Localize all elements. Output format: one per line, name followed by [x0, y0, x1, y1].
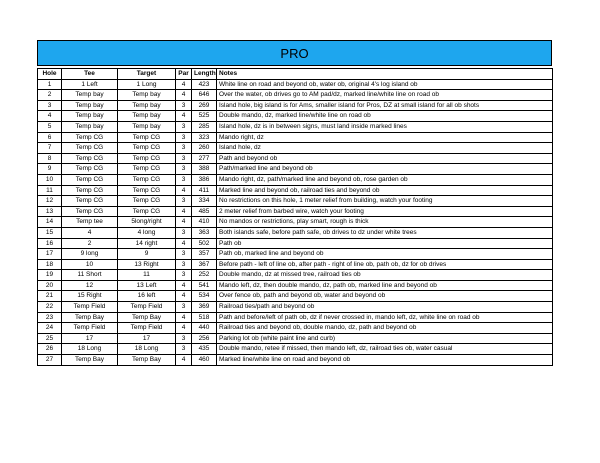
cell-hole: 25 [38, 333, 62, 344]
cell-hole: 12 [38, 196, 62, 207]
cell-hole: 22 [38, 302, 62, 313]
cell-hole: 4 [38, 111, 62, 122]
cell-par: 4 [176, 355, 192, 366]
table-row [38, 323, 553, 334]
cell-par: 4 [176, 111, 192, 122]
header-tee: Tee [62, 69, 118, 80]
cell-notes: Marked line and beyond ob, railroad ties and beyond ob [217, 185, 553, 196]
cell-par: 4 [176, 280, 192, 291]
table-row [38, 79, 553, 90]
cell-length: 518 [192, 312, 217, 323]
cell-tee: 2 [62, 238, 118, 249]
header-row [38, 69, 553, 80]
table-row [38, 302, 553, 313]
cell-hole: 21 [38, 291, 62, 302]
division-banner [37, 40, 552, 66]
cell-notes: Mando left, dz, then double mando, dz, path ob, marked line and beyond ob [217, 280, 553, 291]
cell-notes: Both islands safe, before path safe, ob drives to dz under white trees [217, 227, 553, 238]
cell-target: Temp bay [118, 100, 176, 111]
cell-tee: Temp bay [62, 121, 118, 132]
cell-target: Temp CG [118, 164, 176, 175]
cell-hole: 18 [38, 259, 62, 270]
table-row [38, 291, 553, 302]
cell-tee: Temp CG [62, 185, 118, 196]
cell-hole: 13 [38, 206, 62, 217]
table-row [38, 270, 553, 281]
cell-tee: Temp bay [62, 90, 118, 101]
cell-hole: 17 [38, 249, 62, 260]
table-row [38, 238, 553, 249]
cell-target: 14 right [118, 238, 176, 249]
table-row [38, 333, 553, 344]
cell-par: 3 [176, 259, 192, 270]
header-notes: Notes [217, 69, 553, 80]
table-row [38, 143, 553, 154]
cell-notes: Double mando, dz, marked line/white line on road ob [217, 111, 553, 122]
table-row [38, 206, 553, 217]
cell-notes: Over fence ob, path and beyond ob, water and beyond ob [217, 291, 553, 302]
table-row [38, 111, 553, 122]
cell-length: 525 [192, 111, 217, 122]
cell-hole: 7 [38, 143, 62, 154]
cell-target: 16 left [118, 291, 176, 302]
cell-hole: 8 [38, 153, 62, 164]
cell-length: 252 [192, 270, 217, 281]
header-hole: Hole [38, 69, 62, 80]
cell-target: Temp CG [118, 132, 176, 143]
table-row [38, 259, 553, 270]
cell-notes: Island hole, dz is in between signs, must land inside marked lines [217, 121, 553, 132]
cell-notes: Marked line/white line on road and beyond ob [217, 355, 553, 366]
cell-tee: Temp CG [62, 153, 118, 164]
cell-notes: Parking lot ob (white paint line and curb) [217, 333, 553, 344]
cell-hole: 5 [38, 121, 62, 132]
table-row [38, 121, 553, 132]
cell-tee: 12 [62, 280, 118, 291]
table-row [38, 196, 553, 207]
table-row [38, 312, 553, 323]
cell-hole: 11 [38, 185, 62, 196]
cell-par: 3 [176, 344, 192, 355]
table-row [38, 174, 553, 185]
cell-notes: Railroad ties and beyond ob, double mando, dz, path and beyond ob [217, 323, 553, 334]
table-row [38, 100, 553, 111]
header-par: Par [176, 69, 192, 80]
cell-hole: 9 [38, 164, 62, 175]
cell-notes: Double mando, dz at missed tree, railroad ties ob [217, 270, 553, 281]
cell-par: 4 [176, 90, 192, 101]
cell-par: 3 [176, 121, 192, 132]
header-length: Length [192, 69, 217, 80]
cell-target: 17 [118, 333, 176, 344]
table-row [38, 280, 553, 291]
cell-notes: Island hole, dz [217, 143, 553, 154]
cell-target: Temp CG [118, 153, 176, 164]
cell-hole: 10 [38, 174, 62, 185]
cell-length: 646 [192, 90, 217, 101]
cell-tee: Temp bay [62, 111, 118, 122]
course-sheet [37, 40, 552, 366]
cell-hole: 27 [38, 355, 62, 366]
cell-tee: Temp Bay [62, 312, 118, 323]
cell-tee: 4 [62, 227, 118, 238]
cell-target: Temp CG [118, 185, 176, 196]
cell-target: 13 Right [118, 259, 176, 270]
cell-tee: Temp Field [62, 302, 118, 313]
cell-hole: 24 [38, 323, 62, 334]
cell-hole: 6 [38, 132, 62, 143]
cell-length: 334 [192, 196, 217, 207]
cell-par: 4 [176, 291, 192, 302]
table-row [38, 132, 553, 143]
table-row [38, 249, 553, 260]
cell-length: 460 [192, 355, 217, 366]
table-row [38, 355, 553, 366]
cell-notes: Mando right, dz, path/marked line and beyond ob, rose garden ob [217, 174, 553, 185]
cell-par: 3 [176, 196, 192, 207]
cell-target: 4 long [118, 227, 176, 238]
cell-length: 388 [192, 164, 217, 175]
cell-hole: 19 [38, 270, 62, 281]
cell-length: 541 [192, 280, 217, 291]
cell-notes: Path ob, marked line and beyond ob [217, 249, 553, 260]
cell-hole: 14 [38, 217, 62, 228]
cell-notes: Before path - left of line ob, after path - right of line ob, path ob, dz for ob drives [217, 259, 553, 270]
cell-notes: White line on road and beyond ob, water ob, original 4's log island ob [217, 79, 553, 90]
cell-hole: 16 [38, 238, 62, 249]
table-row [38, 153, 553, 164]
table-row [38, 90, 553, 101]
cell-length: 363 [192, 227, 217, 238]
cell-target: Temp CG [118, 196, 176, 207]
cell-par: 4 [176, 238, 192, 249]
cell-hole: 1 [38, 79, 62, 90]
cell-hole: 15 [38, 227, 62, 238]
cell-length: 256 [192, 333, 217, 344]
table-row [38, 344, 553, 355]
cell-tee: 10 [62, 259, 118, 270]
cell-tee: Temp CG [62, 143, 118, 154]
cell-target: 11 [118, 270, 176, 281]
table-row [38, 164, 553, 175]
cell-notes: No mandos or restrictions, play smart, rough is thick [217, 217, 553, 228]
cell-par: 3 [176, 143, 192, 154]
division-title: PRO [280, 45, 309, 61]
cell-length: 285 [192, 121, 217, 132]
table-row [38, 217, 553, 228]
cell-length: 269 [192, 100, 217, 111]
cell-par: 3 [176, 153, 192, 164]
cell-tee: Temp Bay [62, 355, 118, 366]
cell-par: 3 [176, 249, 192, 260]
cell-length: 386 [192, 174, 217, 185]
cell-tee: 9 long [62, 249, 118, 260]
cell-length: 411 [192, 185, 217, 196]
header-target: Target [118, 69, 176, 80]
cell-target: Temp bay [118, 111, 176, 122]
cell-par: 3 [176, 302, 192, 313]
cell-target: 13 Left [118, 280, 176, 291]
cell-target: 5long/right [118, 217, 176, 228]
cell-notes: Railroad ties/path and beyond ob [217, 302, 553, 313]
cell-notes: Island hole, big island is for Ams, smaller island for Pros, DZ at small island for all ob shots [217, 100, 553, 111]
cell-length: 485 [192, 206, 217, 217]
cell-target: Temp CG [118, 206, 176, 217]
cell-length: 410 [192, 217, 217, 228]
cell-length: 534 [192, 291, 217, 302]
cell-notes: No restrictions on this hole, 1 meter relief from building, watch your footing [217, 196, 553, 207]
cell-length: 357 [192, 249, 217, 260]
cell-tee: 11 Short [62, 270, 118, 281]
cell-tee: Temp bay [62, 100, 118, 111]
table-body [38, 79, 553, 365]
cell-hole: 23 [38, 312, 62, 323]
table-row [38, 227, 553, 238]
cell-target: 9 [118, 249, 176, 260]
cell-target: Temp Bay [118, 355, 176, 366]
cell-notes: Path/marked line and beyond ob [217, 164, 553, 175]
cell-target: Temp Field [118, 302, 176, 313]
cell-length: 277 [192, 153, 217, 164]
cell-target: 1 Long [118, 79, 176, 90]
cell-length: 367 [192, 259, 217, 270]
cell-par: 4 [176, 312, 192, 323]
cell-target: Temp Bay [118, 312, 176, 323]
cell-tee: Temp CG [62, 174, 118, 185]
cell-notes: Path and beyond ob [217, 153, 553, 164]
cell-target: 18 Long [118, 344, 176, 355]
cell-tee: Temp tee [62, 217, 118, 228]
cell-length: 435 [192, 344, 217, 355]
cell-hole: 2 [38, 90, 62, 101]
cell-tee: 18 Long [62, 344, 118, 355]
cell-par: 4 [176, 185, 192, 196]
cell-par: 4 [176, 206, 192, 217]
cell-target: Temp CG [118, 143, 176, 154]
cell-target: Temp CG [118, 174, 176, 185]
cell-hole: 3 [38, 100, 62, 111]
table-row [38, 185, 553, 196]
cell-target: Temp bay [118, 90, 176, 101]
cell-tee: Temp CG [62, 206, 118, 217]
cell-target: Temp bay [118, 121, 176, 132]
cell-par: 4 [176, 217, 192, 228]
cell-tee: 15 Right [62, 291, 118, 302]
cell-tee: Temp Field [62, 323, 118, 334]
cell-length: 260 [192, 143, 217, 154]
cell-par: 3 [176, 132, 192, 143]
cell-tee: 17 [62, 333, 118, 344]
cell-hole: 26 [38, 344, 62, 355]
cell-target: Temp Field [118, 323, 176, 334]
cell-tee: 1 Left [62, 79, 118, 90]
cell-notes: Mando right, dz [217, 132, 553, 143]
cell-length: 440 [192, 323, 217, 334]
cell-length: 423 [192, 79, 217, 90]
holes-table [37, 68, 553, 366]
cell-notes: Double mando, retee if missed, then mando left, dz, railroad ties ob, water casual [217, 344, 553, 355]
cell-length: 502 [192, 238, 217, 249]
cell-par: 3 [176, 174, 192, 185]
cell-par: 3 [176, 164, 192, 175]
cell-par: 3 [176, 270, 192, 281]
cell-tee: Temp CG [62, 196, 118, 207]
cell-length: 369 [192, 302, 217, 313]
cell-par: 3 [176, 333, 192, 344]
cell-par: 3 [176, 227, 192, 238]
cell-length: 323 [192, 132, 217, 143]
cell-par: 4 [176, 323, 192, 334]
cell-notes: Path and before/left of path ob, dz if never crossed in, mando left, dz, white line on road ob [217, 312, 553, 323]
cell-notes: Path ob [217, 238, 553, 249]
cell-tee: Temp CG [62, 164, 118, 175]
cell-par: 4 [176, 79, 192, 90]
cell-hole: 20 [38, 280, 62, 291]
cell-par: 3 [176, 100, 192, 111]
cell-notes: 2 meter relief from barbed wire, watch your footing [217, 206, 553, 217]
cell-notes: Over the water, ob drives go to AM pad/dz, marked line/white line on road ob [217, 90, 553, 101]
cell-tee: Temp CG [62, 132, 118, 143]
